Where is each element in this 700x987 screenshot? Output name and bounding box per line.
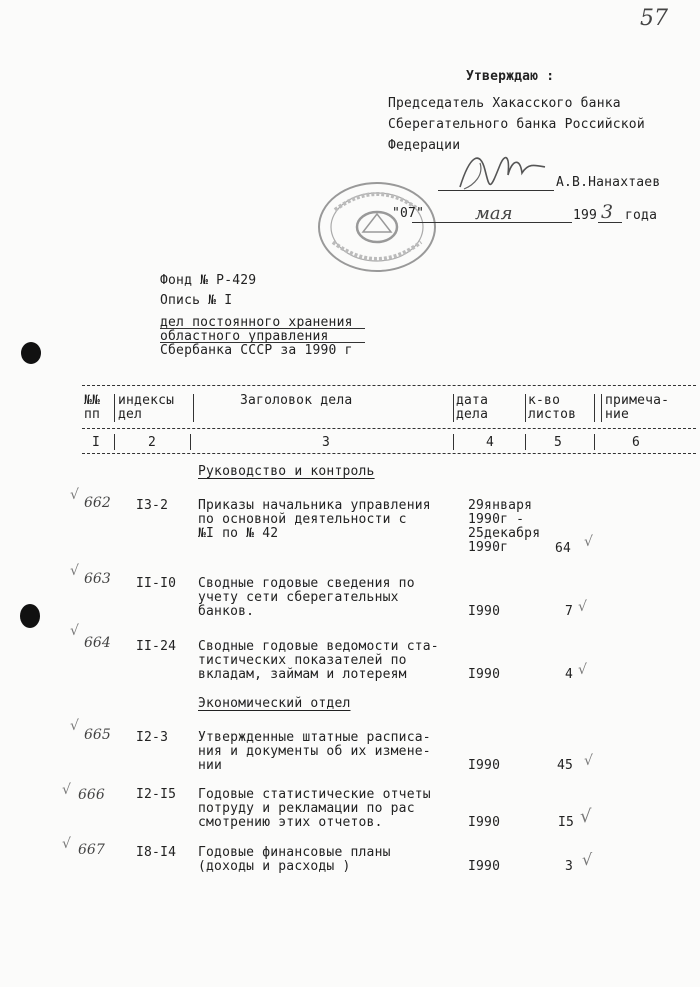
colnum-6: 6 (632, 435, 641, 450)
checkmark-icon: √ (70, 623, 79, 639)
row-num: 664 (84, 635, 111, 651)
row-title: Годовые статистические отчеты потруду и рекламации по рас смотрению этих отчетов. (198, 787, 431, 830)
colnum-2: 2 (148, 435, 157, 450)
date-year-line (598, 222, 622, 223)
approval-position-line-3: Федерации (388, 138, 461, 153)
header-date-2: дела (456, 407, 489, 422)
header-num-2: пп (84, 407, 101, 422)
row-num: 662 (84, 495, 111, 511)
header-sep-5 (594, 394, 595, 422)
colnum-sep-4 (525, 434, 526, 450)
checkmark-icon: √ (70, 487, 79, 503)
header-sep-2 (193, 394, 194, 422)
colnum-sep-5 (594, 434, 595, 450)
row-sheets: 45 (557, 758, 574, 773)
checkmark-icon: √ (584, 534, 593, 550)
row-date: I990 (468, 604, 501, 619)
colnum-bottom-rule (82, 453, 696, 454)
page-number: 57 (640, 6, 668, 31)
subtitle-line-3: Сбербанка СССР за 1990 г (160, 343, 353, 358)
row-date: I990 (468, 667, 501, 682)
row-title: Сводные годовые ведомости ста- тистических показателей по вкладам, займам и лотереям (198, 639, 439, 682)
header-index-2: дел (118, 407, 143, 422)
approval-date-suffix: года (625, 208, 658, 223)
row-sheets: 4 (565, 667, 574, 682)
approval-position-line-1: Председатель Хакасского банка (388, 96, 621, 111)
checkmark-icon: √ (584, 753, 593, 769)
handwritten-signature (450, 145, 550, 195)
row-sheets: 3 (565, 859, 574, 874)
header-count-1: к-во (528, 393, 561, 408)
header-sep-3 (453, 394, 454, 422)
subtitle-underline-1 (160, 328, 365, 329)
colnum-sep-2 (190, 434, 191, 450)
ink-blot-2 (20, 604, 40, 628)
colnum-1: I (92, 435, 101, 450)
approval-date-year-digit: 3 (601, 201, 614, 223)
approval-title: Утверждаю : (466, 69, 555, 84)
row-index: II-24 (136, 639, 177, 654)
checkmark-icon: √ (578, 599, 587, 615)
header-note-1: примеча- (605, 393, 670, 408)
header-date-1: дата (456, 393, 489, 408)
date-day-line (412, 222, 452, 223)
row-title: Сводные годовые сведения по учету сети сберегательных банков. (198, 576, 415, 619)
row-title: Годовые финансовые планы (доходы и расходы ) (198, 845, 391, 874)
row-sheets: I5 (558, 815, 575, 830)
row-title: Приказы начальника управления по основной деятельности с №I по № 42 (198, 498, 431, 541)
row-num: 667 (78, 842, 105, 858)
fond-number: Фонд № Р-429 (160, 273, 257, 288)
header-sep-4 (525, 394, 526, 422)
row-date: I990 (468, 815, 501, 830)
header-note-2: ние (605, 407, 630, 422)
row-title: Утвержденные штатные расписа- ния и документы об их измене- нии (198, 730, 431, 773)
section-title-management: Руководство и контроль (198, 464, 375, 479)
row-num: 663 (84, 571, 111, 587)
row-index: I8-I4 (136, 845, 177, 860)
header-num-1: №№ (84, 393, 101, 408)
subtitle-line-1: дел постоянного хранения (160, 315, 353, 330)
row-index: I3-2 (136, 498, 169, 513)
checkmark-icon: √ (70, 563, 79, 579)
colnum-3: 3 (322, 435, 331, 450)
round-seal-stamp (315, 180, 440, 275)
section-title-economic: Экономический отдел (198, 696, 351, 711)
table-top-rule (82, 385, 696, 386)
row-index: II-I0 (136, 576, 177, 591)
header-bottom-rule (82, 428, 696, 429)
row-num: 665 (84, 727, 111, 743)
header-sep-1 (114, 394, 115, 422)
checkmark-icon: √ (582, 850, 593, 869)
approval-date-year-prefix: 199 (573, 208, 598, 223)
opis-number: Опись № I (160, 293, 233, 308)
row-sheets: 7 (565, 604, 574, 619)
ink-blot-1 (21, 342, 41, 364)
row-date: I990 (468, 859, 501, 874)
checkmark-icon: √ (62, 836, 71, 852)
colnum-sep-1 (114, 434, 115, 450)
checkmark-icon: √ (62, 782, 71, 798)
header-index-1: индексы (118, 393, 175, 408)
date-month-line (452, 222, 572, 223)
approval-date-day: "07" (392, 206, 425, 221)
approval-signatory: А.В.Нанахтаев (556, 175, 661, 190)
header-title: Заголовок дела (240, 393, 353, 408)
colnum-4: 4 (486, 435, 495, 450)
row-sheets: 64 (555, 541, 572, 556)
colnum-5: 5 (554, 435, 563, 450)
colnum-sep-3 (453, 434, 454, 450)
row-date: I990 (468, 758, 501, 773)
row-index: I2-3 (136, 730, 169, 745)
header-count-2: листов (528, 407, 577, 422)
row-date: 29января 1990г - 25декабря 1990г (468, 498, 541, 555)
checkmark-icon: √ (578, 662, 587, 678)
approval-position-line-2: Сберегательного банка Российской (388, 117, 645, 132)
approval-date-month: мая (475, 203, 513, 224)
subtitle-underline-2 (160, 342, 365, 343)
checkmark-icon: √ (580, 806, 592, 827)
row-index: I2-I5 (136, 787, 177, 802)
row-num: 666 (78, 787, 105, 803)
checkmark-icon: √ (70, 718, 79, 734)
subtitle-line-2: областного управления (160, 329, 329, 344)
header-sep-6 (601, 394, 602, 422)
